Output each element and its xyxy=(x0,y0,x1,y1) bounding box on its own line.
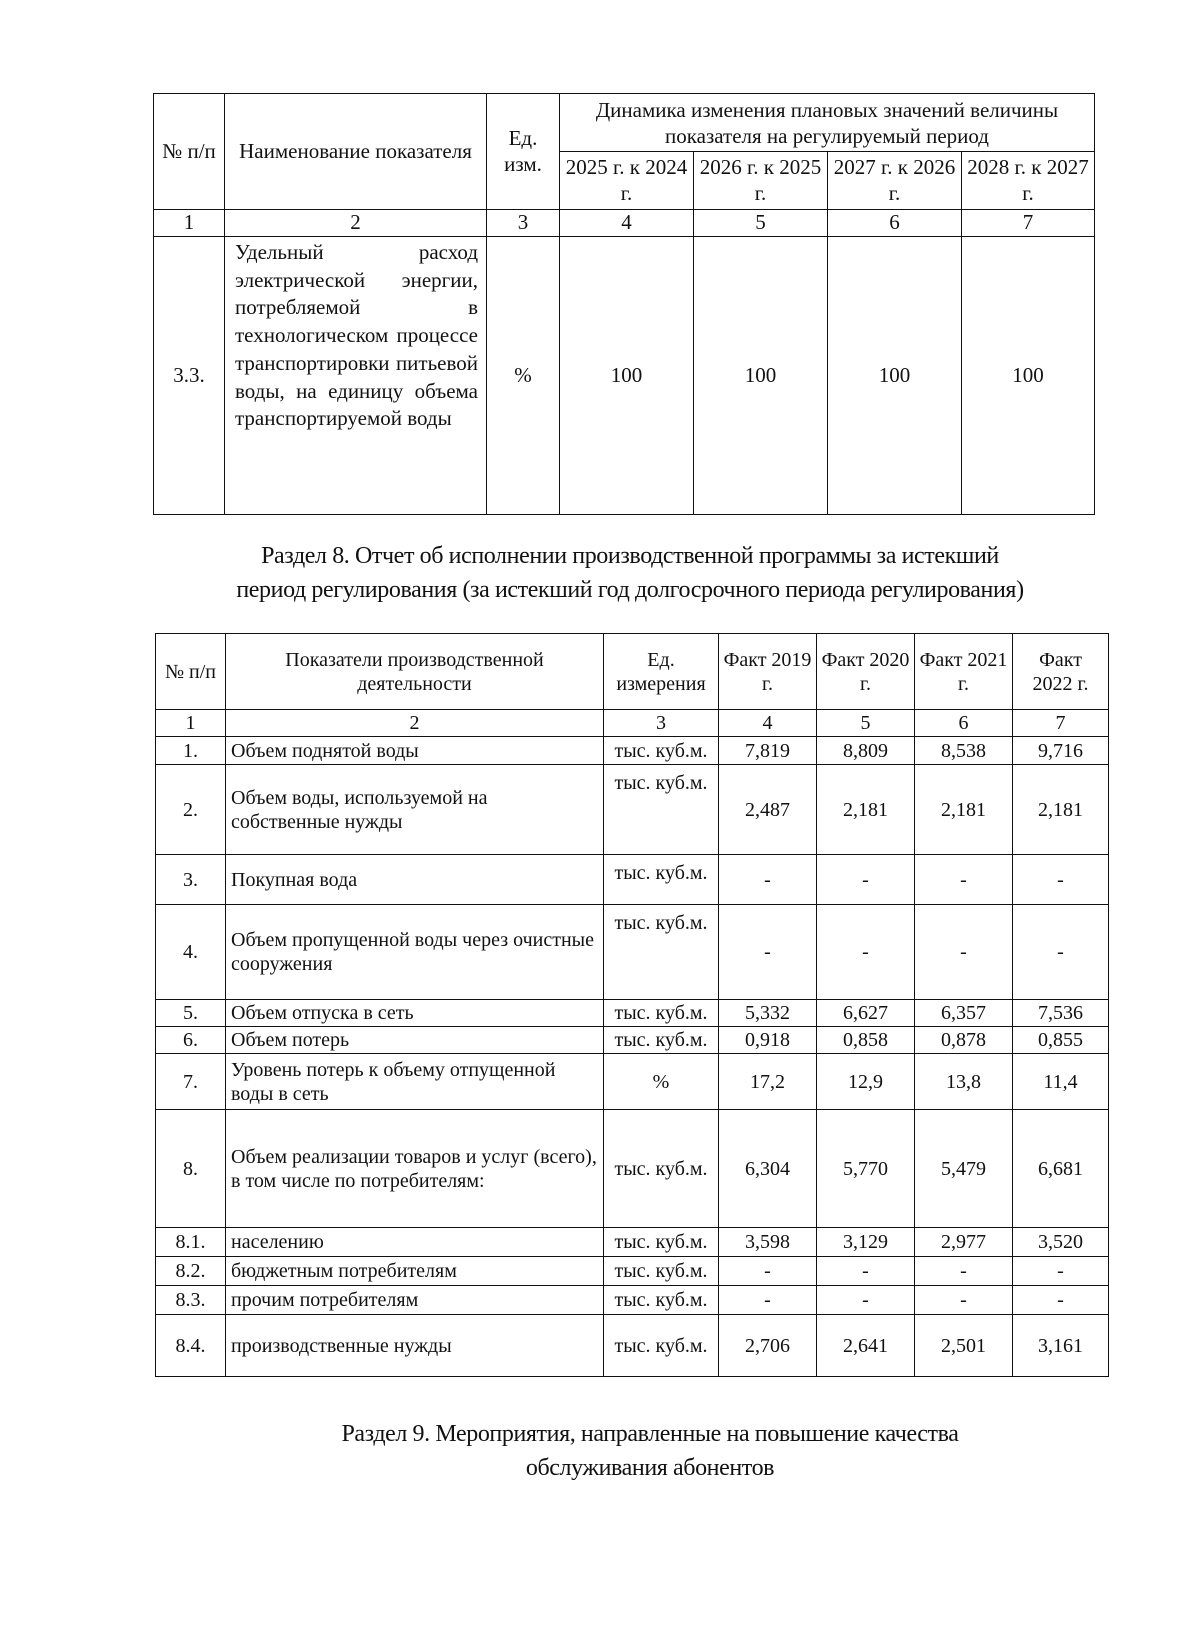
header-name: Показатели производственной деятельности xyxy=(226,634,604,710)
row-value: 6,627 xyxy=(817,1000,915,1027)
row-name: Объем воды, используемой на собственные нужды xyxy=(226,765,604,855)
row-unit: тыс. куб.м. xyxy=(604,1027,719,1054)
section-8-line-2: период регулирования (за истекший год долгосрочного периода регулирования) xyxy=(236,576,1024,603)
row-value: - xyxy=(719,1257,817,1286)
row-num: 8.3. xyxy=(156,1286,226,1315)
row-value: 2,501 xyxy=(915,1315,1013,1377)
row-value: 2,641 xyxy=(817,1315,915,1377)
row-value: 2,181 xyxy=(1013,765,1109,855)
production-report-table xyxy=(155,633,1109,1377)
row-value: 3,520 xyxy=(1013,1228,1109,1257)
row-name: Объем поднятой воды xyxy=(226,737,604,765)
row-value: - xyxy=(719,905,817,1000)
section-9-line-2: обслуживания абонентов xyxy=(525,1454,775,1481)
table-row xyxy=(154,237,1095,515)
row-value: 2,706 xyxy=(719,1315,817,1377)
row-unit: тыс. куб.м. xyxy=(604,1228,719,1257)
row-num: 8.1. xyxy=(156,1228,226,1257)
row-num: 8.4. xyxy=(156,1315,226,1377)
row-name: Уровень потерь к объему отпущенной воды в сеть xyxy=(226,1054,604,1110)
col-number: 5 xyxy=(694,210,828,237)
row-value: 7,819 xyxy=(719,737,817,765)
row-num: 7. xyxy=(156,1054,226,1110)
col-number: 6 xyxy=(915,710,1013,737)
row-value: - xyxy=(1013,855,1109,905)
row-unit: тыс. куб.м. xyxy=(604,1315,719,1377)
row-value: - xyxy=(817,1286,915,1315)
header-period: 2027 г. к 2026 г. xyxy=(828,152,962,210)
row-value: - xyxy=(1013,905,1109,1000)
col-number: 6 xyxy=(828,210,962,237)
row-num: 6. xyxy=(156,1027,226,1054)
row-value: 7,536 xyxy=(1013,1000,1109,1027)
header-period: 2025 г. к 2024 г. xyxy=(560,152,694,210)
row-value: 3,598 xyxy=(719,1228,817,1257)
row-num: 3.3. xyxy=(154,237,225,515)
row-name: Объем потерь xyxy=(226,1027,604,1054)
row-name: прочим потребителям xyxy=(226,1286,604,1315)
col-number: 3 xyxy=(604,710,719,737)
header-year: Факт 2019 г. xyxy=(719,634,817,710)
row-value: 2,181 xyxy=(915,765,1013,855)
row-value: 11,4 xyxy=(1013,1054,1109,1110)
row-value: 5,770 xyxy=(817,1110,915,1228)
header-period: 2028 г. к 2027 г. xyxy=(962,152,1095,210)
header-period: 2026 г. к 2025 г. xyxy=(694,152,828,210)
row-value: - xyxy=(1013,1286,1109,1315)
header-unit: Ед. измерения xyxy=(604,634,719,710)
row-value: 2,977 xyxy=(915,1228,1013,1257)
col-number: 2 xyxy=(225,210,487,237)
row-num: 1. xyxy=(156,737,226,765)
table-row xyxy=(156,905,1109,1000)
row-unit: тыс. куб.м. xyxy=(604,855,719,905)
row-value: - xyxy=(1013,1257,1109,1286)
row-name: бюджетным потребителям xyxy=(226,1257,604,1286)
row-value: 0,878 xyxy=(915,1027,1013,1054)
row-value: - xyxy=(719,1286,817,1315)
row-value: 100 xyxy=(560,237,694,515)
row-name: Объем пропущенной воды через очистные сооружения xyxy=(226,905,604,1000)
col-number: 1 xyxy=(154,210,225,237)
row-value: 17,2 xyxy=(719,1054,817,1110)
row-num: 8.2. xyxy=(156,1257,226,1286)
row-name: Объем реализации товаров и услуг (всего), в том числе по потребителям: xyxy=(226,1110,604,1228)
row-value: - xyxy=(915,1286,1013,1315)
section-9-line-1: Раздел 9. Мероприятия, направленные на повышение качества xyxy=(341,1421,959,1447)
row-num: 3. xyxy=(156,855,226,905)
row-value: 0,918 xyxy=(719,1027,817,1054)
row-name: Покупная вода xyxy=(226,855,604,905)
row-num: 2. xyxy=(156,765,226,855)
table-row xyxy=(156,737,1109,765)
row-value: 0,855 xyxy=(1013,1027,1109,1054)
row-value: - xyxy=(915,905,1013,1000)
row-num: 8. xyxy=(156,1110,226,1228)
row-unit: тыс. куб.м. xyxy=(604,1110,719,1228)
header-year: Факт 2020 г. xyxy=(817,634,915,710)
header-year: Факт 2022 г. xyxy=(1013,634,1109,710)
row-value: - xyxy=(915,855,1013,905)
row-value: - xyxy=(719,855,817,905)
row-unit: тыс. куб.м. xyxy=(604,737,719,765)
table-row xyxy=(156,1257,1109,1286)
row-unit: тыс. куб.м. xyxy=(604,1257,719,1286)
row-value: 6,681 xyxy=(1013,1110,1109,1228)
row-name: населению xyxy=(226,1228,604,1257)
header-num: № п/п xyxy=(154,94,225,210)
col-number: 1 xyxy=(156,710,226,737)
row-name: производственные нужды xyxy=(226,1315,604,1377)
header-year: Факт 2021 г. xyxy=(915,634,1013,710)
row-name: Удельный расход электрической энергии, потребляемой в технологическом процессе транспортировки питьевой воды, на единицу объема транспортируемой воды xyxy=(225,237,487,515)
row-unit: % xyxy=(487,237,560,515)
plan-dynamics-table xyxy=(153,93,1095,515)
row-value: 3,129 xyxy=(817,1228,915,1257)
section-9-heading xyxy=(300,1418,1000,1485)
row-unit: % xyxy=(604,1054,719,1110)
row-value: 6,357 xyxy=(915,1000,1013,1027)
row-value: - xyxy=(915,1257,1013,1286)
row-value: 3,161 xyxy=(1013,1315,1109,1377)
table-row xyxy=(156,1054,1109,1110)
row-value: 6,304 xyxy=(719,1110,817,1228)
col-number: 3 xyxy=(487,210,560,237)
report-rows xyxy=(156,737,1109,1377)
col-number: 7 xyxy=(1013,710,1109,737)
table-row xyxy=(156,1027,1109,1054)
header-num: № п/п xyxy=(156,634,226,710)
row-value: 5,332 xyxy=(719,1000,817,1027)
row-name: Объем отпуска в сеть xyxy=(226,1000,604,1027)
col-number: 4 xyxy=(560,210,694,237)
row-value: 2,181 xyxy=(817,765,915,855)
row-num: 5. xyxy=(156,1000,226,1027)
col-number: 2 xyxy=(226,710,604,737)
col-number: 5 xyxy=(817,710,915,737)
header-unit: Ед. изм. xyxy=(487,94,560,210)
col-number: 4 xyxy=(719,710,817,737)
row-unit: тыс. куб.м. xyxy=(604,905,719,1000)
col-number: 7 xyxy=(962,210,1095,237)
section-8-line-1: Раздел 8. Отчет об исполнении производственной программы за истекший xyxy=(261,543,999,569)
row-unit: тыс. куб.м. xyxy=(604,1286,719,1315)
table-row xyxy=(156,1315,1109,1377)
row-value: 12,9 xyxy=(817,1054,915,1110)
row-value: 0,858 xyxy=(817,1027,915,1054)
table-row xyxy=(156,765,1109,855)
table-row xyxy=(156,1286,1109,1315)
row-value: 13,8 xyxy=(915,1054,1013,1110)
row-num: 4. xyxy=(156,905,226,1000)
table-row xyxy=(156,1228,1109,1257)
row-value: 8,538 xyxy=(915,737,1013,765)
header-dynamics: Динамика изменения плановых значений величины показателя на регулируемый период xyxy=(560,94,1095,152)
table-row xyxy=(156,1110,1109,1228)
row-value: 100 xyxy=(694,237,828,515)
row-value: 8,809 xyxy=(817,737,915,765)
section-8-heading xyxy=(150,540,1110,607)
row-value: - xyxy=(817,905,915,1000)
row-value: 2,487 xyxy=(719,765,817,855)
row-unit: тыс. куб.м. xyxy=(604,765,719,855)
row-value: 100 xyxy=(962,237,1095,515)
row-value: 5,479 xyxy=(915,1110,1013,1228)
row-unit: тыс. куб.м. xyxy=(604,1000,719,1027)
row-value: 100 xyxy=(828,237,962,515)
row-value: 9,716 xyxy=(1013,737,1109,765)
row-value: - xyxy=(817,855,915,905)
table-row xyxy=(156,1000,1109,1027)
table-row xyxy=(156,855,1109,905)
row-value: - xyxy=(817,1257,915,1286)
header-name: Наименование показателя xyxy=(225,94,487,210)
